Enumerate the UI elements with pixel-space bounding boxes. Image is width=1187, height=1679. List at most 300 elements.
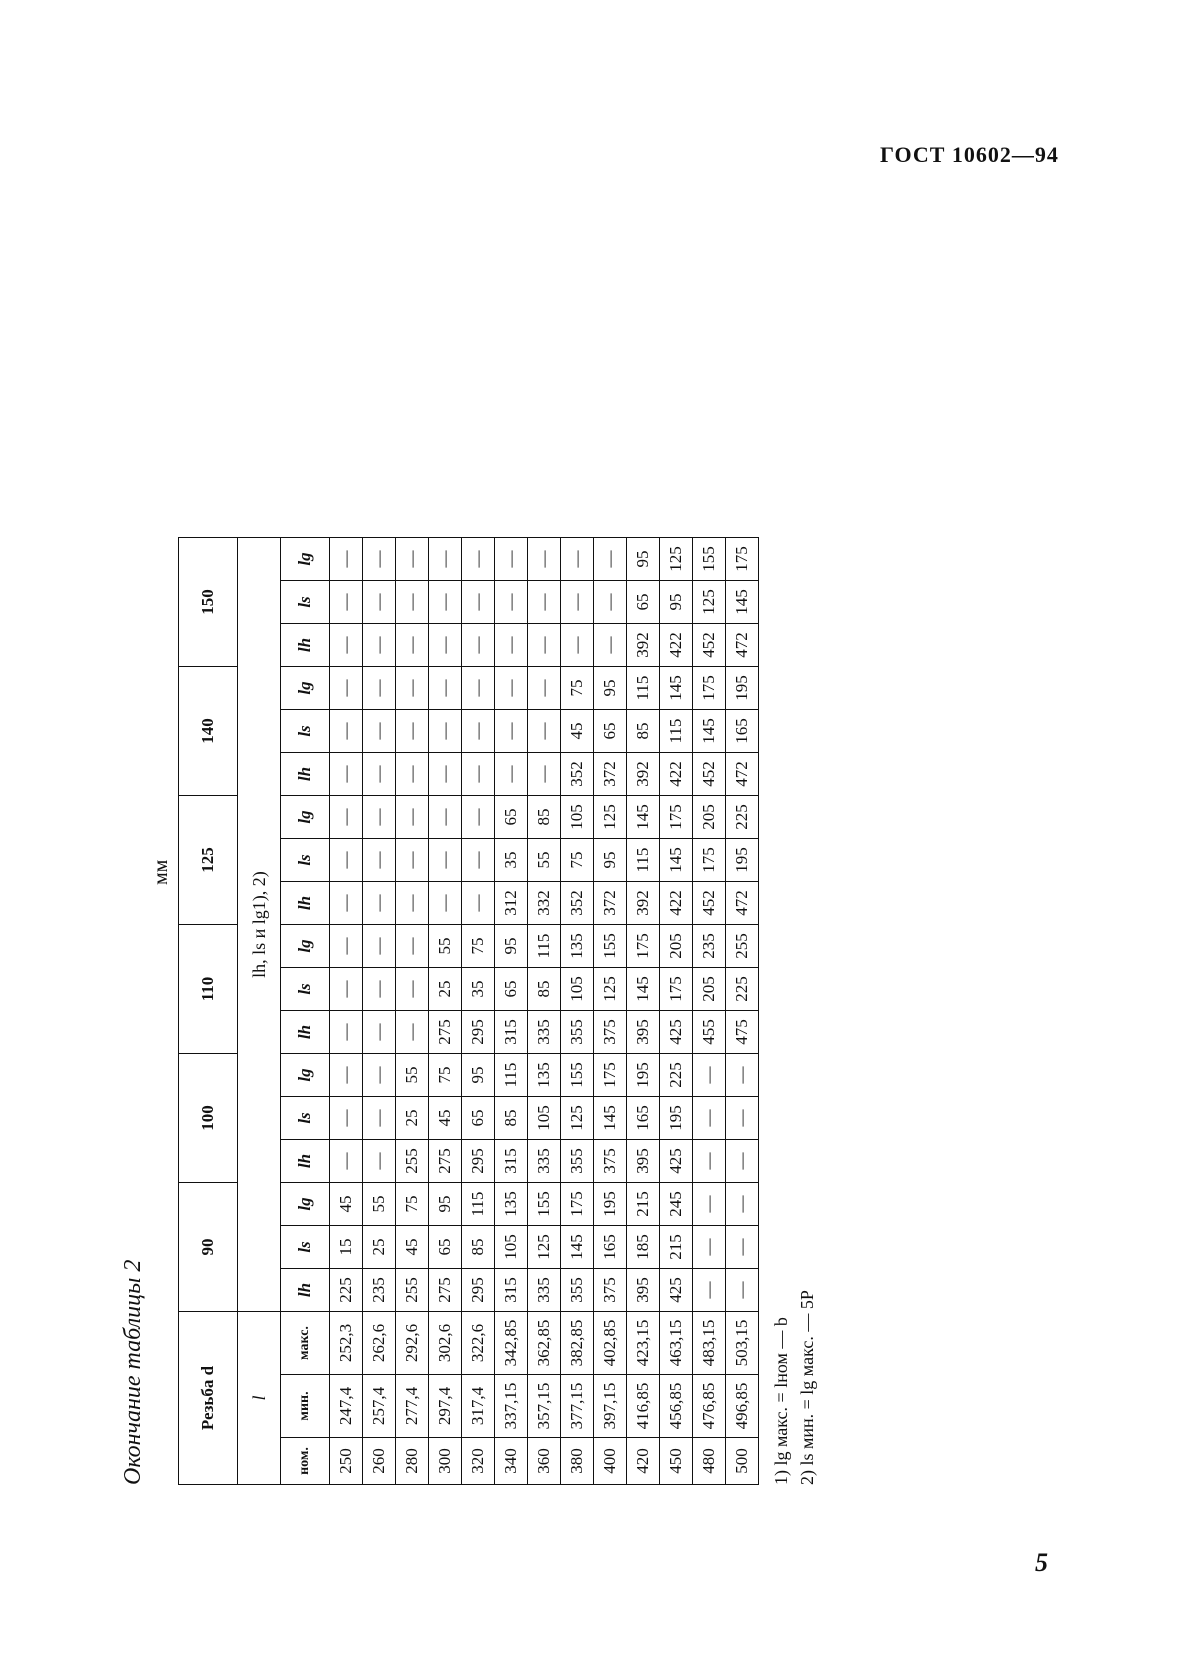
table-cell: 395 bbox=[627, 1269, 660, 1312]
col-header: lg bbox=[281, 1183, 330, 1226]
footnote-2: 2) ls мин. = lg макс. — 5P bbox=[797, 1290, 817, 1485]
table-cell: 55 bbox=[528, 839, 561, 882]
table-cell: 215 bbox=[660, 1226, 693, 1269]
col-header: ls bbox=[281, 968, 330, 1011]
table-cell: 115 bbox=[660, 710, 693, 753]
standard-number: ГОСТ 10602—94 bbox=[880, 142, 1059, 167]
table-cell: — bbox=[528, 624, 561, 667]
table-cell: — bbox=[363, 667, 396, 710]
table-cell: 255 bbox=[396, 1140, 429, 1183]
table-row bbox=[627, 538, 660, 1485]
table-cell: 195 bbox=[660, 1097, 693, 1140]
table-cell: 215 bbox=[627, 1183, 660, 1226]
table-cell: — bbox=[594, 624, 627, 667]
col-header: lg bbox=[281, 667, 330, 710]
table-cell: 275 bbox=[429, 1140, 462, 1183]
table-cell: — bbox=[429, 667, 462, 710]
table-cell: 125 bbox=[693, 581, 726, 624]
table-cell: — bbox=[462, 667, 495, 710]
table-cell: 275 bbox=[429, 1269, 462, 1312]
table-cell: 45 bbox=[429, 1097, 462, 1140]
table-cell: 372 bbox=[594, 882, 627, 925]
table-row bbox=[660, 538, 693, 1485]
table-cell: 302,6 bbox=[429, 1312, 462, 1375]
table-cell: 175 bbox=[726, 538, 759, 581]
table-cell: 135 bbox=[561, 925, 594, 968]
table-cell: — bbox=[396, 624, 429, 667]
table-cell: 225 bbox=[726, 968, 759, 1011]
col-header: lg bbox=[281, 538, 330, 581]
table-cell: — bbox=[495, 581, 528, 624]
table-cell: — bbox=[330, 581, 363, 624]
table-cell: — bbox=[726, 1097, 759, 1140]
table-row bbox=[594, 538, 627, 1485]
table-row bbox=[528, 538, 561, 1485]
table-cell: 115 bbox=[627, 667, 660, 710]
table-cell: 155 bbox=[594, 925, 627, 968]
table-cell: — bbox=[396, 882, 429, 925]
table-cell: 250 bbox=[330, 1438, 363, 1485]
table-cell: 416,85 bbox=[627, 1375, 660, 1438]
table-cell: — bbox=[693, 1183, 726, 1226]
table-cell: 422 bbox=[660, 882, 693, 925]
table-cell: 175 bbox=[561, 1183, 594, 1226]
table-cell: 165 bbox=[594, 1226, 627, 1269]
col-header: lh bbox=[281, 753, 330, 796]
table-row bbox=[429, 538, 462, 1485]
table-cell: — bbox=[462, 624, 495, 667]
col-header: lh bbox=[281, 1140, 330, 1183]
table-cell: 35 bbox=[495, 839, 528, 882]
table-cell: — bbox=[429, 796, 462, 839]
table-cell: 320 bbox=[462, 1438, 495, 1485]
table-cell: — bbox=[726, 1226, 759, 1269]
diameter-header: 100 bbox=[179, 1054, 238, 1183]
table-cell: 145 bbox=[660, 839, 693, 882]
table-cell: — bbox=[726, 1140, 759, 1183]
col-header: ls bbox=[281, 1097, 330, 1140]
table-cell: — bbox=[396, 968, 429, 1011]
unit-label: мм bbox=[150, 859, 172, 885]
col-header: lh bbox=[281, 882, 330, 925]
table-cell: 145 bbox=[627, 796, 660, 839]
table-cell: — bbox=[330, 796, 363, 839]
table-cell: 317,4 bbox=[462, 1375, 495, 1438]
table-cell: 463,15 bbox=[660, 1312, 693, 1375]
table-cell: — bbox=[363, 968, 396, 1011]
sub-header: мин. bbox=[281, 1375, 330, 1438]
table-cell: — bbox=[429, 710, 462, 753]
table-cell: — bbox=[330, 1054, 363, 1097]
col-header: lh bbox=[281, 624, 330, 667]
table-cell: 292,6 bbox=[396, 1312, 429, 1375]
table-cell: 145 bbox=[726, 581, 759, 624]
table-cell: 315 bbox=[495, 1269, 528, 1312]
table-cell: 225 bbox=[726, 796, 759, 839]
table-cell: 425 bbox=[660, 1011, 693, 1054]
diameter-header: 150 bbox=[179, 538, 238, 667]
table-cell: 65 bbox=[462, 1097, 495, 1140]
table-cell: — bbox=[693, 1140, 726, 1183]
col-header: lg bbox=[281, 1054, 330, 1097]
diameter-header: 125 bbox=[179, 796, 238, 925]
table-cell: — bbox=[330, 882, 363, 925]
table-cell: — bbox=[429, 882, 462, 925]
footnotes bbox=[768, 1290, 820, 1485]
table-cell: 135 bbox=[495, 1183, 528, 1226]
table-cell: 355 bbox=[561, 1140, 594, 1183]
table-cell: 75 bbox=[561, 667, 594, 710]
table-cell: 452 bbox=[693, 624, 726, 667]
sub-header: ном. bbox=[281, 1438, 330, 1485]
rotated-table-block bbox=[120, 185, 840, 1485]
table-cell: 175 bbox=[660, 968, 693, 1011]
table-cell: — bbox=[396, 753, 429, 796]
table-cell: 355 bbox=[561, 1269, 594, 1312]
table-cell: 235 bbox=[693, 925, 726, 968]
col-header: ls bbox=[281, 1226, 330, 1269]
table-cell: 392 bbox=[627, 882, 660, 925]
table-cell: 312 bbox=[495, 882, 528, 925]
col-header: ls bbox=[281, 839, 330, 882]
table-cell: — bbox=[330, 624, 363, 667]
table-cell: 476,85 bbox=[693, 1375, 726, 1438]
table-cell: 397,15 bbox=[594, 1375, 627, 1438]
length-header: l bbox=[238, 1312, 281, 1485]
table-row bbox=[693, 538, 726, 1485]
table-cell: — bbox=[594, 581, 627, 624]
table-cell: 362,85 bbox=[528, 1312, 561, 1375]
table-cell: — bbox=[330, 1097, 363, 1140]
table-cell: 75 bbox=[429, 1054, 462, 1097]
table-cell: 315 bbox=[495, 1140, 528, 1183]
table-cell: 205 bbox=[693, 796, 726, 839]
table-cell: — bbox=[429, 624, 462, 667]
table-cell: 45 bbox=[330, 1183, 363, 1226]
table-cell: 125 bbox=[561, 1097, 594, 1140]
table-cell: — bbox=[363, 882, 396, 925]
table-cell: 400 bbox=[594, 1438, 627, 1485]
diameter-header: 110 bbox=[179, 925, 238, 1054]
table-cell: 315 bbox=[495, 1011, 528, 1054]
table-cell: — bbox=[396, 925, 429, 968]
table-cell: — bbox=[396, 581, 429, 624]
table-cell: — bbox=[462, 882, 495, 925]
table-cell: — bbox=[495, 538, 528, 581]
table-cell: 195 bbox=[627, 1054, 660, 1097]
table-cell: 295 bbox=[462, 1269, 495, 1312]
table-cell: 372 bbox=[594, 753, 627, 796]
table-cell: 322,6 bbox=[462, 1312, 495, 1375]
table-cell: — bbox=[462, 839, 495, 882]
table-cell: — bbox=[594, 538, 627, 581]
table-cell: 55 bbox=[429, 925, 462, 968]
table-cell: 45 bbox=[561, 710, 594, 753]
table-cell: — bbox=[330, 667, 363, 710]
table-cell: — bbox=[363, 1054, 396, 1097]
table-cell: — bbox=[363, 1011, 396, 1054]
table-cell: — bbox=[363, 796, 396, 839]
table-cell: 300 bbox=[429, 1438, 462, 1485]
table-cell: 295 bbox=[462, 1011, 495, 1054]
table-row bbox=[561, 538, 594, 1485]
table-cell: — bbox=[363, 1140, 396, 1183]
table-cell: — bbox=[693, 1054, 726, 1097]
table-cell: 472 bbox=[726, 753, 759, 796]
table-cell: 392 bbox=[627, 624, 660, 667]
table-cell: — bbox=[528, 538, 561, 581]
table-cell: — bbox=[330, 839, 363, 882]
table-cell: 105 bbox=[528, 1097, 561, 1140]
table-cell: 195 bbox=[594, 1183, 627, 1226]
col-header: lg bbox=[281, 796, 330, 839]
table-cell: 255 bbox=[726, 925, 759, 968]
table-cell: — bbox=[396, 1011, 429, 1054]
table-cell: 105 bbox=[495, 1226, 528, 1269]
table-cell: 452 bbox=[693, 882, 726, 925]
table-cell: — bbox=[396, 839, 429, 882]
table-cell: 135 bbox=[528, 1054, 561, 1097]
table-cell: — bbox=[528, 710, 561, 753]
table-cell: — bbox=[330, 710, 363, 753]
table-cell: 335 bbox=[528, 1140, 561, 1183]
table-cell: 65 bbox=[594, 710, 627, 753]
page-number: 5 bbox=[1035, 1548, 1048, 1577]
table-cell: 65 bbox=[627, 581, 660, 624]
table-row bbox=[396, 538, 429, 1485]
table-cell: — bbox=[396, 796, 429, 839]
table-cell: 145 bbox=[561, 1226, 594, 1269]
table-cell: 85 bbox=[528, 796, 561, 839]
table-cell: 472 bbox=[726, 624, 759, 667]
table-cell: 455 bbox=[693, 1011, 726, 1054]
table-cell: — bbox=[693, 1269, 726, 1312]
col-header: lh bbox=[281, 1269, 330, 1312]
table-cell: — bbox=[396, 710, 429, 753]
table-cell: 95 bbox=[462, 1054, 495, 1097]
col-header: lh bbox=[281, 1011, 330, 1054]
table-cell: — bbox=[462, 796, 495, 839]
table-cell: — bbox=[495, 753, 528, 796]
table-cell: 235 bbox=[363, 1269, 396, 1312]
table-cell: 422 bbox=[660, 624, 693, 667]
table-cell: 456,85 bbox=[660, 1375, 693, 1438]
table-cell: 395 bbox=[627, 1011, 660, 1054]
table-cell: 496,85 bbox=[726, 1375, 759, 1438]
table-cell: 257,4 bbox=[363, 1375, 396, 1438]
table-cell: 125 bbox=[528, 1226, 561, 1269]
diameter-header: 90 bbox=[179, 1183, 238, 1312]
table-cell: 115 bbox=[528, 925, 561, 968]
table-cell: — bbox=[363, 753, 396, 796]
table-cell: — bbox=[561, 581, 594, 624]
table-cell: 225 bbox=[330, 1269, 363, 1312]
table-cell: — bbox=[462, 753, 495, 796]
table-cell: 382,85 bbox=[561, 1312, 594, 1375]
table-cell: 375 bbox=[594, 1140, 627, 1183]
table-cell: 375 bbox=[594, 1011, 627, 1054]
table-cell: — bbox=[396, 538, 429, 581]
table-cell: 155 bbox=[561, 1054, 594, 1097]
table-cell: 75 bbox=[462, 925, 495, 968]
table-cell: 295 bbox=[462, 1140, 495, 1183]
table-cell: 355 bbox=[561, 1011, 594, 1054]
table-cell: — bbox=[495, 667, 528, 710]
table-cell: 205 bbox=[660, 925, 693, 968]
table-cell: 125 bbox=[594, 968, 627, 1011]
table-cell: 25 bbox=[363, 1226, 396, 1269]
table-cell: 115 bbox=[495, 1054, 528, 1097]
table-cell: 262,6 bbox=[363, 1312, 396, 1375]
table-cell: 115 bbox=[462, 1183, 495, 1226]
table-cell: 205 bbox=[693, 968, 726, 1011]
table-cell: 275 bbox=[429, 1011, 462, 1054]
table-cell: 260 bbox=[363, 1438, 396, 1485]
table-cell: 360 bbox=[528, 1438, 561, 1485]
table-cell: — bbox=[396, 667, 429, 710]
table-cell: 25 bbox=[429, 968, 462, 1011]
table-cell: — bbox=[330, 538, 363, 581]
sub-header: макс. bbox=[281, 1312, 330, 1375]
table-cell: 475 bbox=[726, 1011, 759, 1054]
table-cell: 185 bbox=[627, 1226, 660, 1269]
table-cell: 352 bbox=[561, 753, 594, 796]
table-cell: 297,4 bbox=[429, 1375, 462, 1438]
table-cell: 225 bbox=[660, 1054, 693, 1097]
table-cell: 145 bbox=[660, 667, 693, 710]
table-cell: 95 bbox=[660, 581, 693, 624]
table-cell: 422 bbox=[660, 753, 693, 796]
table-cell: — bbox=[330, 1011, 363, 1054]
table-row bbox=[726, 538, 759, 1485]
table-cell: 335 bbox=[528, 1269, 561, 1312]
table-row bbox=[495, 538, 528, 1485]
table-cell: 175 bbox=[594, 1054, 627, 1097]
table-cell: 500 bbox=[726, 1438, 759, 1485]
table-cell: 15 bbox=[330, 1226, 363, 1269]
table-cell: 340 bbox=[495, 1438, 528, 1485]
table-cell: 65 bbox=[429, 1226, 462, 1269]
dimension-table bbox=[178, 537, 759, 1485]
table-cell: — bbox=[429, 839, 462, 882]
table-cell: 352 bbox=[561, 882, 594, 925]
table-cell: 25 bbox=[396, 1097, 429, 1140]
table-cell: — bbox=[693, 1226, 726, 1269]
table-cell: 95 bbox=[495, 925, 528, 968]
table-cell: — bbox=[726, 1183, 759, 1226]
table-cell: — bbox=[495, 710, 528, 753]
table-cell: 195 bbox=[726, 839, 759, 882]
table-cell: — bbox=[330, 925, 363, 968]
table-cell: 472 bbox=[726, 882, 759, 925]
table-cell: 95 bbox=[627, 538, 660, 581]
table-cell: — bbox=[462, 581, 495, 624]
table-cell: 85 bbox=[528, 968, 561, 1011]
col-header: ls bbox=[281, 581, 330, 624]
table-cell: 277,4 bbox=[396, 1375, 429, 1438]
table-cell: 85 bbox=[627, 710, 660, 753]
table-cell: 335 bbox=[528, 1011, 561, 1054]
table-cell: 175 bbox=[693, 667, 726, 710]
table-cell: 95 bbox=[429, 1183, 462, 1226]
table-cell: 452 bbox=[693, 753, 726, 796]
table-cell: 75 bbox=[396, 1183, 429, 1226]
table-cell: — bbox=[363, 538, 396, 581]
table-cell: 450 bbox=[660, 1438, 693, 1485]
table-cell: — bbox=[363, 839, 396, 882]
table-cell: 145 bbox=[627, 968, 660, 1011]
table-cell: 255 bbox=[396, 1269, 429, 1312]
table-caption: Окончание таблицы 2 bbox=[120, 1259, 146, 1485]
table-cell: 425 bbox=[660, 1140, 693, 1183]
diameter-header: 140 bbox=[179, 667, 238, 796]
table-cell: — bbox=[429, 538, 462, 581]
table-cell: 115 bbox=[627, 839, 660, 882]
table-cell: — bbox=[330, 1140, 363, 1183]
table-cell: 155 bbox=[528, 1183, 561, 1226]
table-cell: — bbox=[495, 624, 528, 667]
table-cell: 402,85 bbox=[594, 1312, 627, 1375]
table-cell: 105 bbox=[561, 968, 594, 1011]
col-header: ls bbox=[281, 710, 330, 753]
table-cell: — bbox=[726, 1054, 759, 1097]
table-cell: 480 bbox=[693, 1438, 726, 1485]
table-cell: 35 bbox=[462, 968, 495, 1011]
table-cell: 75 bbox=[561, 839, 594, 882]
table-cell: 65 bbox=[495, 968, 528, 1011]
thread-header: Резьба d bbox=[179, 1312, 238, 1485]
table-cell: 175 bbox=[693, 839, 726, 882]
table-cell: — bbox=[462, 710, 495, 753]
table-cell: 55 bbox=[396, 1054, 429, 1097]
table-cell: — bbox=[561, 624, 594, 667]
table-cell: 357,15 bbox=[528, 1375, 561, 1438]
table-cell: — bbox=[363, 624, 396, 667]
table-cell: 342,85 bbox=[495, 1312, 528, 1375]
table-cell: 145 bbox=[693, 710, 726, 753]
table-cell: — bbox=[528, 753, 561, 796]
table-cell: 145 bbox=[594, 1097, 627, 1140]
table-cell: — bbox=[330, 968, 363, 1011]
table-cell: 337,15 bbox=[495, 1375, 528, 1438]
table-cell: 252,3 bbox=[330, 1312, 363, 1375]
table-cell: 377,15 bbox=[561, 1375, 594, 1438]
group-header: lh, ls и lg1), 2) bbox=[238, 538, 281, 1312]
table-cell: 175 bbox=[627, 925, 660, 968]
table-cell: 380 bbox=[561, 1438, 594, 1485]
table-cell: 45 bbox=[396, 1226, 429, 1269]
table-cell: — bbox=[693, 1097, 726, 1140]
table-cell: — bbox=[363, 925, 396, 968]
table-cell: — bbox=[363, 581, 396, 624]
table-cell: 375 bbox=[594, 1269, 627, 1312]
table-cell: 85 bbox=[462, 1226, 495, 1269]
table-cell: 125 bbox=[594, 796, 627, 839]
table-cell: 392 bbox=[627, 753, 660, 796]
table-cell: — bbox=[429, 581, 462, 624]
table-cell: 280 bbox=[396, 1438, 429, 1485]
table-cell: 165 bbox=[726, 710, 759, 753]
table-cell: — bbox=[528, 581, 561, 624]
table-cell: 175 bbox=[660, 796, 693, 839]
table-row bbox=[330, 538, 363, 1485]
table-cell: 155 bbox=[693, 538, 726, 581]
table-cell: 247,4 bbox=[330, 1375, 363, 1438]
table-row bbox=[363, 538, 396, 1485]
col-header: lg bbox=[281, 925, 330, 968]
table-cell: 95 bbox=[594, 667, 627, 710]
table-cell: 195 bbox=[726, 667, 759, 710]
